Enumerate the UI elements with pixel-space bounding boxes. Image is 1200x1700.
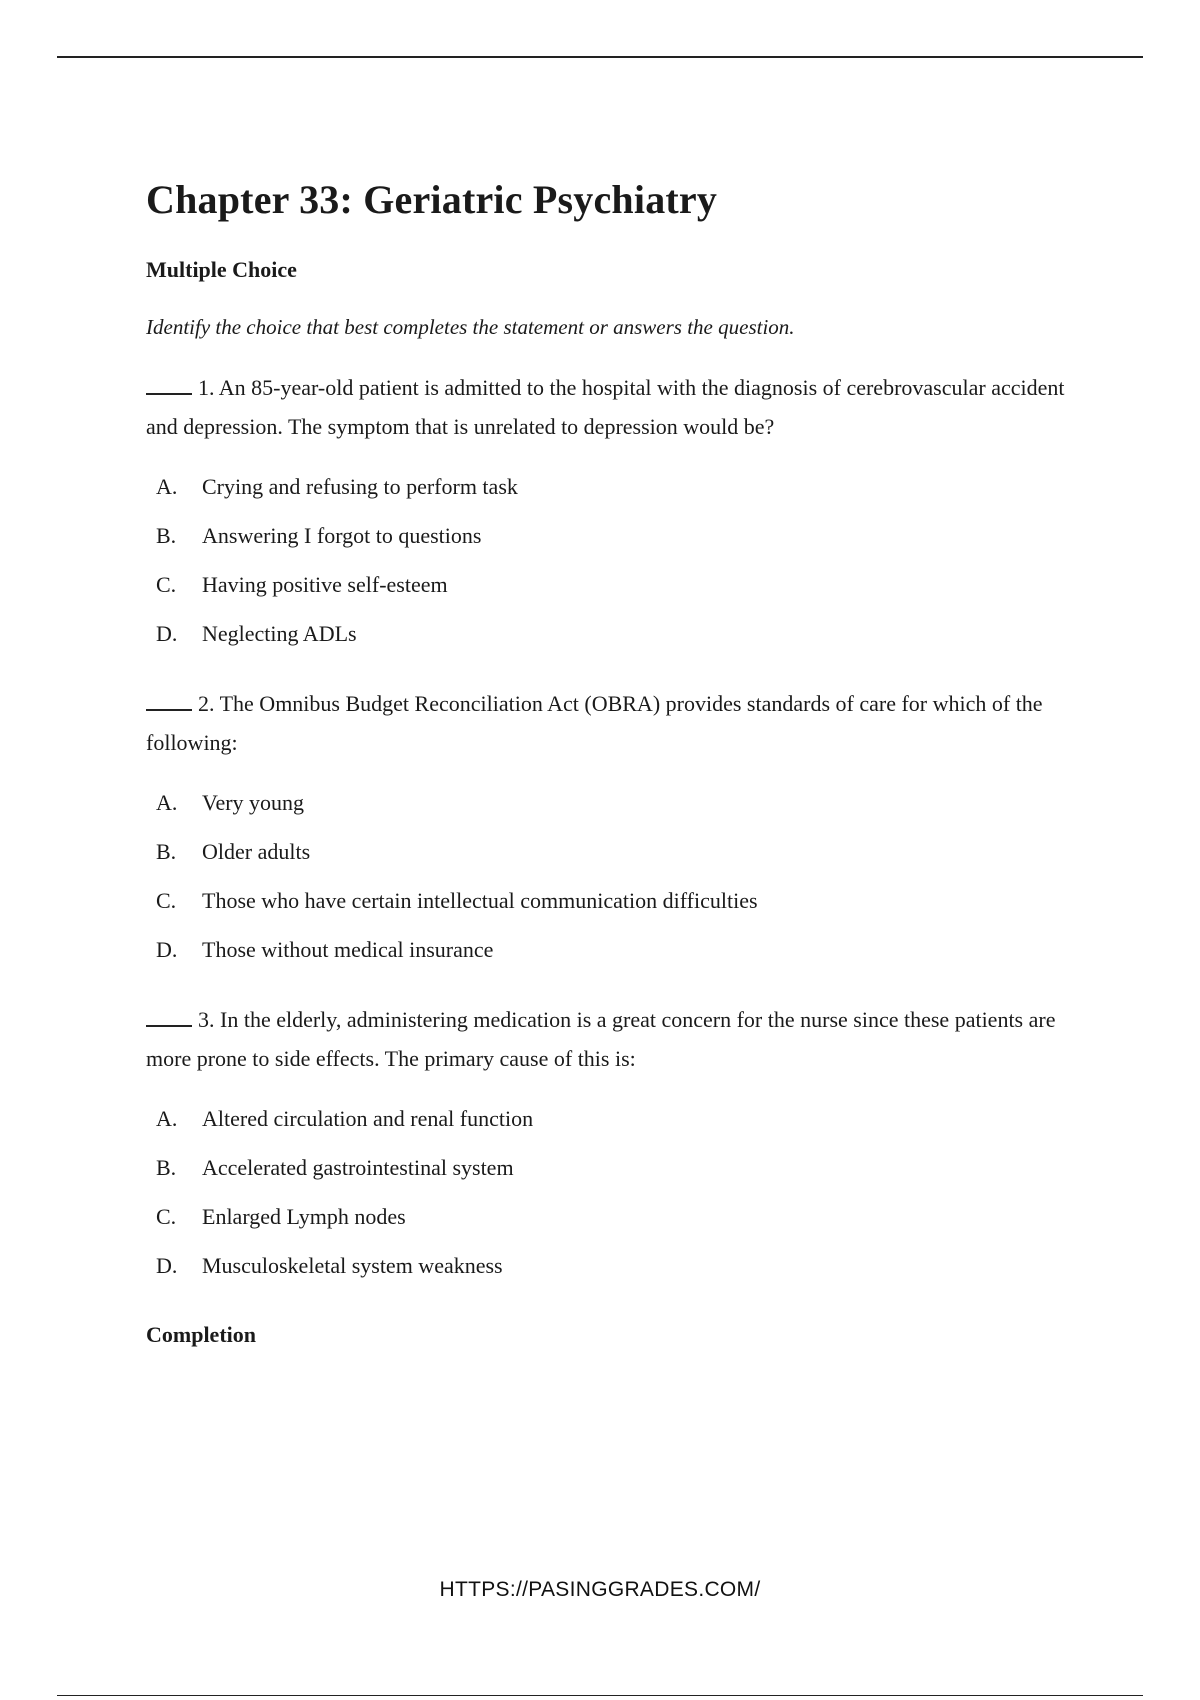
- option-c[interactable]: C. Having positive self-esteem: [156, 572, 448, 597]
- option-b[interactable]: B. Older adults: [156, 839, 311, 864]
- option-d[interactable]: D. Musculoskeletal system weakness: [156, 1253, 503, 1278]
- option-a[interactable]: A. Crying and refusing to perform task: [156, 474, 518, 499]
- document-body: [146, 170, 1086, 1348]
- footer-url[interactable]: HTTPS://PASINGGRADES.COM/: [439, 1578, 761, 1601]
- section-heading-multiple-choice: Multiple Choice: [146, 257, 297, 282]
- option-b[interactable]: B. Answering I forgot to questions: [156, 523, 482, 548]
- option-a[interactable]: A. Altered circulation and renal function: [156, 1106, 534, 1131]
- header-rule: [57, 56, 1143, 58]
- option-c[interactable]: C. Those who have certain intellectual communication difficulties: [156, 888, 758, 913]
- option-list: [146, 1094, 1086, 1290]
- question-1: [146, 368, 1086, 658]
- question-stem: 1. An 85-year-old patient is admitted to the hospital with the diagnosis of cerebrovascular accident and depression. The symptom that is unrelated to depression would be?: [146, 368, 1086, 446]
- question-3: [146, 1000, 1086, 1290]
- footer-rule: [57, 1695, 1143, 1696]
- question-stem: 2. The Omnibus Budget Reconciliation Act (OBRA) provides standards of care for which of the following:: [146, 684, 1086, 762]
- section-heading-completion: Completion: [146, 1322, 256, 1347]
- option-list: [146, 462, 1086, 658]
- question-2: [146, 684, 1086, 974]
- option-b[interactable]: B. Accelerated gastrointestinal system: [156, 1155, 514, 1180]
- option-a[interactable]: A. Very young: [156, 790, 305, 815]
- option-c[interactable]: C. Enlarged Lymph nodes: [156, 1204, 406, 1229]
- answer-blank[interactable]: [146, 1003, 192, 1027]
- chapter-title: Chapter 33: Geriatric Psychiatry: [146, 177, 718, 222]
- instructions-text: Identify the choice that best completes the statement or answers the question.: [146, 315, 795, 339]
- answer-blank[interactable]: [146, 371, 192, 395]
- answer-blank[interactable]: [146, 687, 192, 711]
- option-d[interactable]: D. Those without medical insurance: [156, 937, 494, 962]
- option-d[interactable]: D. Neglecting ADLs: [156, 621, 357, 646]
- question-stem: 3. In the elderly, administering medication is a great concern for the nurse since these patients are more prone to side effects. The primary cause of this is:: [146, 1000, 1086, 1078]
- option-list: [146, 778, 1086, 974]
